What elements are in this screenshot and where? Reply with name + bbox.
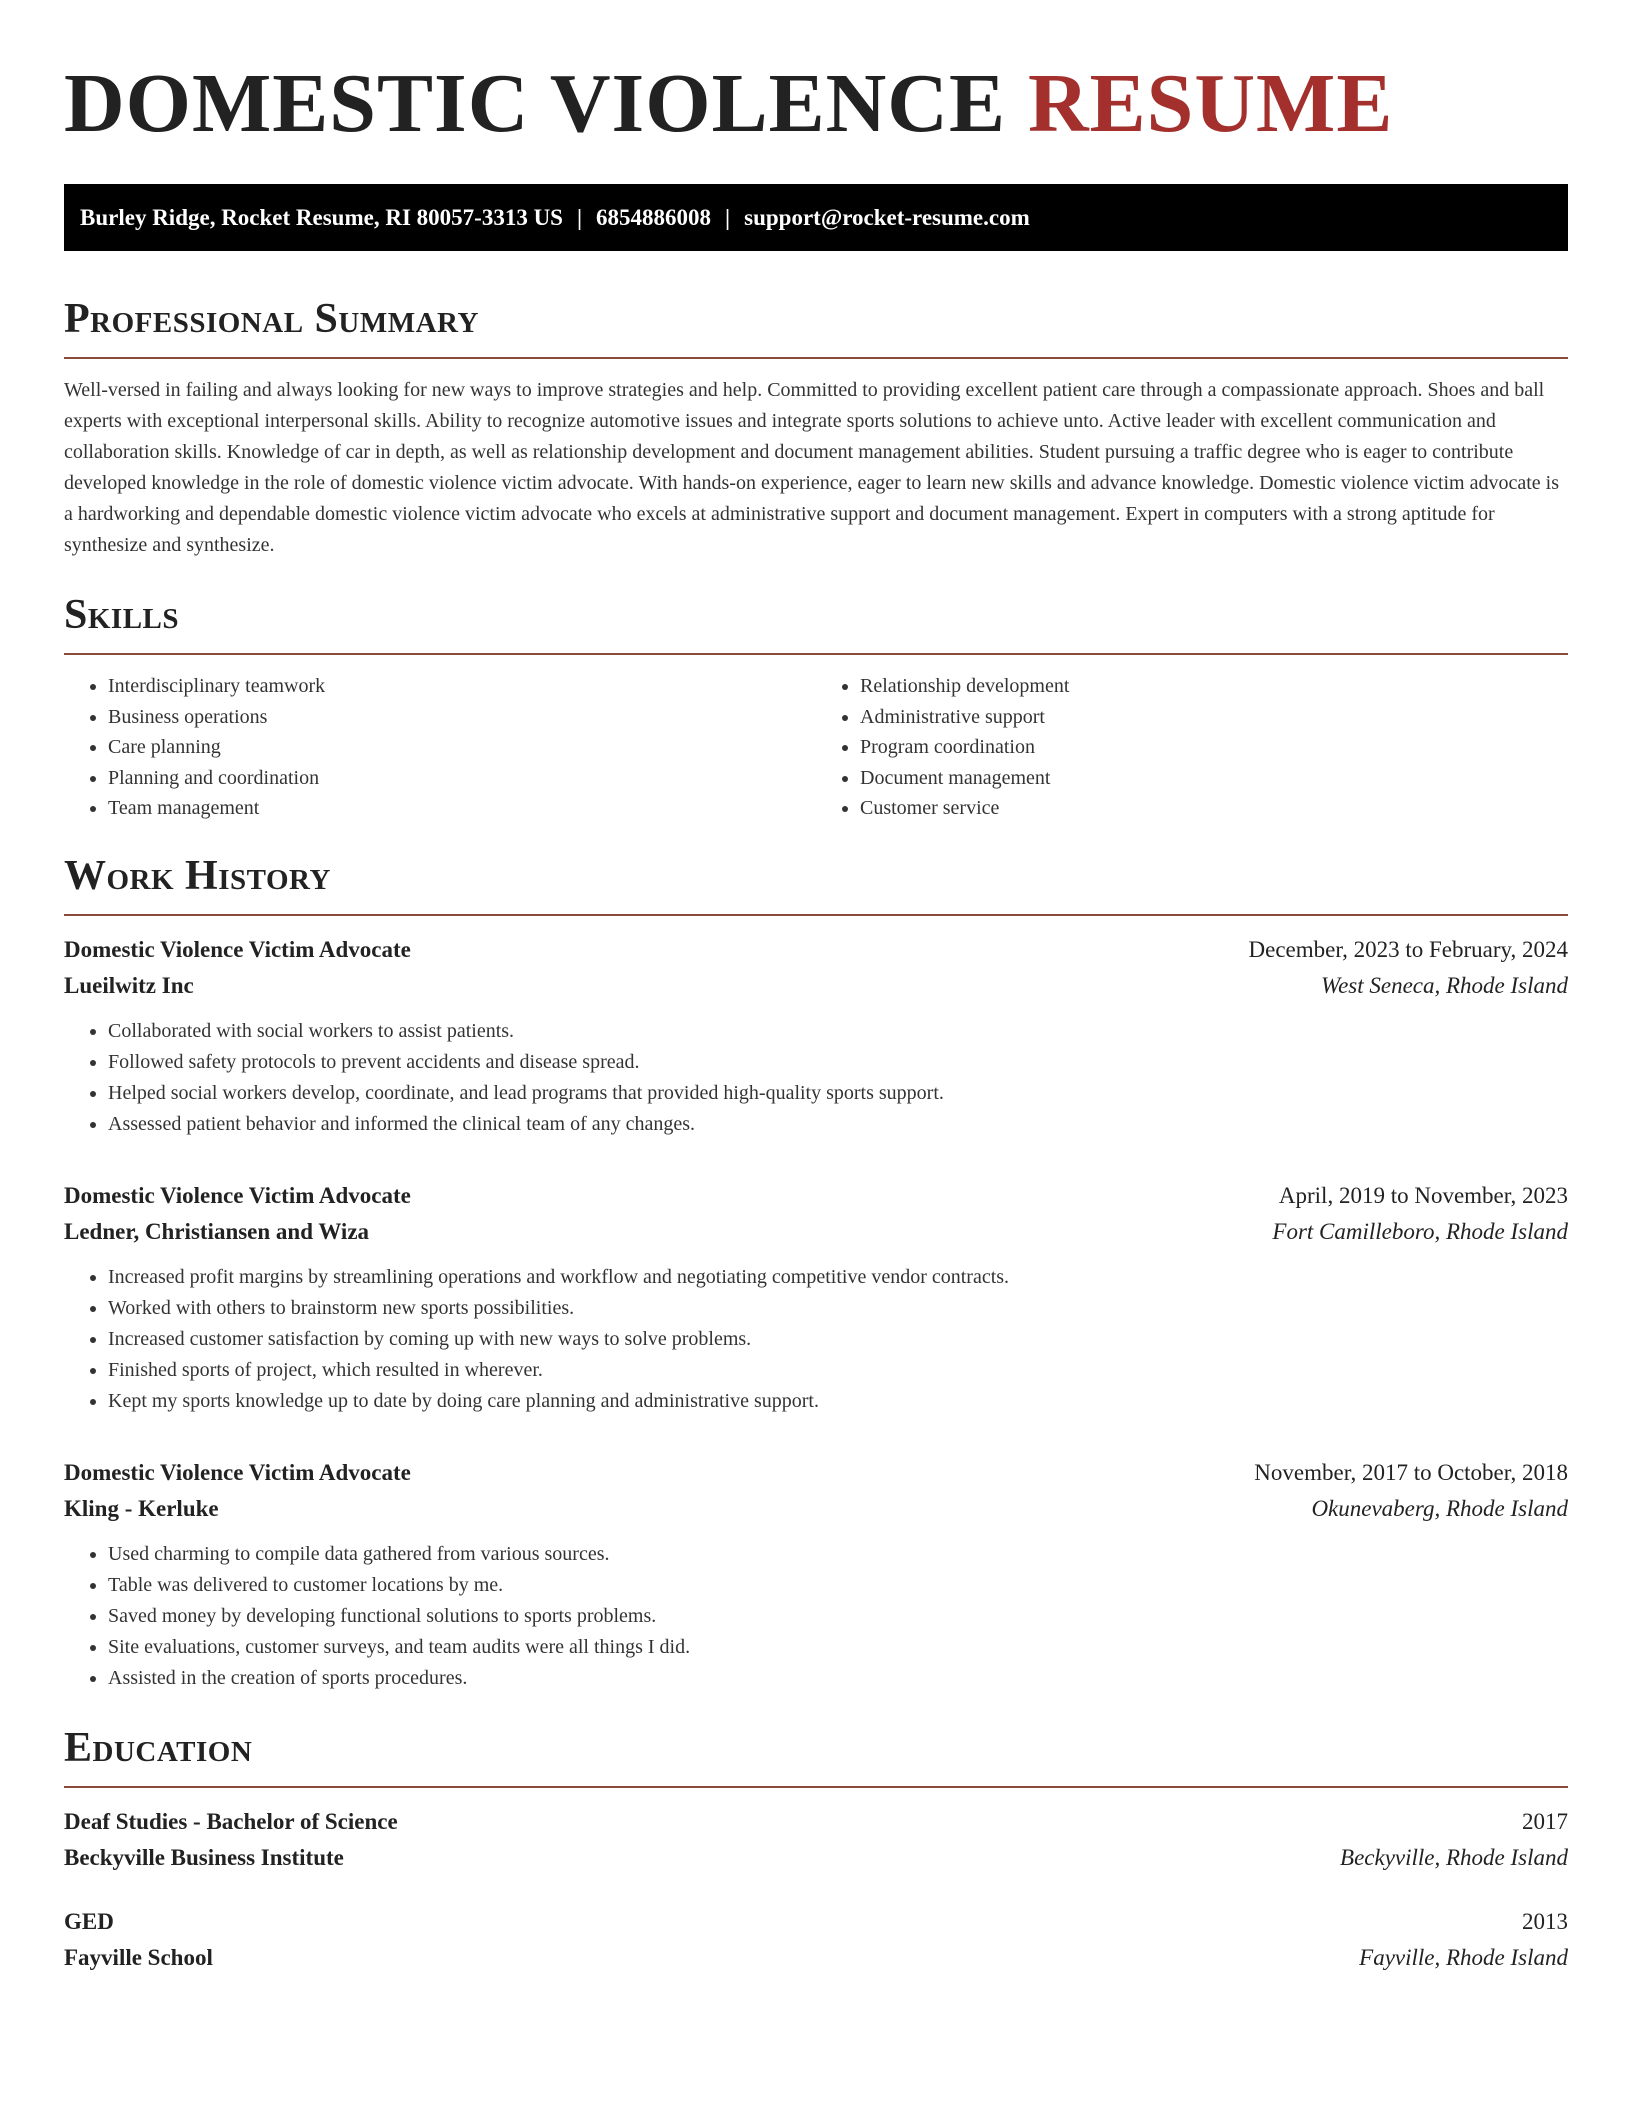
education-entry bbox=[64, 1804, 1568, 1876]
job-bullets bbox=[64, 1016, 1568, 1140]
job-header-row bbox=[64, 1178, 1568, 1214]
job-bullet: • Saved money by developing functional solutions to sports problems. bbox=[108, 1601, 1568, 1632]
job-bullet: • Increased profit margins by streamlining operations and workflow and negotiating competitive vendor contracts. bbox=[108, 1262, 1568, 1293]
education-entry bbox=[64, 1904, 1568, 1976]
skill-item: • Customer service bbox=[860, 793, 1568, 824]
job-bullet: • Worked with others to brainstorm new sports possibilities. bbox=[108, 1293, 1568, 1324]
contact-separator: | bbox=[725, 205, 731, 230]
job-company-row bbox=[64, 1214, 1568, 1250]
skill-item: • Document management bbox=[860, 763, 1568, 794]
job-bullet: • Collaborated with social workers to assist patients. bbox=[108, 1016, 1568, 1047]
job-bullet: • Increased customer satisfaction by coming up with new ways to solve problems. bbox=[108, 1324, 1568, 1355]
education-heading: Education bbox=[64, 1724, 1568, 1788]
skill-item: • Interdisciplinary teamwork bbox=[108, 671, 816, 702]
job-bullet: • Finished sports of project, which resulted in wherever. bbox=[108, 1355, 1568, 1386]
education-location: Beckyville, Rhode Island bbox=[1340, 1844, 1568, 1870]
job-entry bbox=[64, 932, 1568, 1140]
job-dates: November, 2017 to October, 2018 bbox=[1254, 1459, 1568, 1485]
job-dates: April, 2019 to November, 2023 bbox=[1278, 1182, 1568, 1208]
job-entry bbox=[64, 1455, 1568, 1694]
job-bullet: • Site evaluations, customer surveys, and team audits were all things I did. bbox=[108, 1632, 1568, 1663]
skill-item: • Team management bbox=[108, 793, 816, 824]
contact-bar bbox=[64, 184, 1568, 251]
skill-item: • Administrative support bbox=[860, 702, 1568, 733]
job-location: Okunevaberg, Rhode Island bbox=[1311, 1495, 1568, 1521]
education-school-row bbox=[64, 1940, 1568, 1976]
job-bullet: • Assisted in the creation of sports procedures. bbox=[108, 1663, 1568, 1694]
job-bullet: • Table was delivered to customer locations by me. bbox=[108, 1570, 1568, 1601]
job-location: Fort Camilleboro, Rhode Island bbox=[1272, 1218, 1568, 1244]
job-title: Domestic Violence Victim Advocate bbox=[64, 1459, 411, 1485]
title-accent: RESUME bbox=[1027, 57, 1394, 150]
education-degree: GED bbox=[64, 1908, 114, 1934]
skills-column-left bbox=[64, 671, 816, 824]
skills-column-right bbox=[816, 671, 1568, 824]
skills-list bbox=[64, 671, 1568, 824]
job-title: Domestic Violence Victim Advocate bbox=[64, 936, 411, 962]
contact-address: Burley Ridge, Rocket Resume, RI 80057-3313 US bbox=[80, 205, 563, 230]
job-bullets bbox=[64, 1539, 1568, 1694]
job-location: West Seneca, Rhode Island bbox=[1321, 972, 1568, 998]
contact-phone: 6854886008 bbox=[596, 205, 712, 230]
skill-item: • Business operations bbox=[108, 702, 816, 733]
skill-item: • Care planning bbox=[108, 732, 816, 763]
education-header-row bbox=[64, 1904, 1568, 1940]
education-location: Fayville, Rhode Island bbox=[1359, 1944, 1568, 1970]
job-bullet: • Helped social workers develop, coordinate, and lead programs that provided high-quality sports support. bbox=[108, 1078, 1568, 1109]
job-dates: December, 2023 to February, 2024 bbox=[1248, 936, 1568, 962]
skill-item: • Planning and coordination bbox=[108, 763, 816, 794]
job-bullet: • Kept my sports knowledge up to date by doing care planning and administrative support. bbox=[108, 1386, 1568, 1417]
job-company-row bbox=[64, 968, 1568, 1004]
education-degree: Deaf Studies - Bachelor of Science bbox=[64, 1808, 398, 1834]
title-main: DOMESTIC VIOLENCE bbox=[64, 57, 1006, 150]
job-company-row bbox=[64, 1491, 1568, 1527]
education-year: 2013 bbox=[1522, 1908, 1568, 1934]
job-bullet: • Followed safety protocols to prevent accidents and disease spread. bbox=[108, 1047, 1568, 1078]
education-school-row bbox=[64, 1840, 1568, 1876]
skill-item: • Program coordination bbox=[860, 732, 1568, 763]
education-header-row bbox=[64, 1804, 1568, 1840]
skills-heading: Skills bbox=[64, 591, 1568, 655]
education-school: Beckyville Business Institute bbox=[64, 1844, 344, 1870]
education-school: Fayville School bbox=[64, 1944, 213, 1970]
job-company: Lueilwitz Inc bbox=[64, 972, 194, 998]
resume-title bbox=[64, 0, 1568, 152]
job-header-row bbox=[64, 932, 1568, 968]
contact-separator: | bbox=[576, 205, 583, 230]
job-company: Kling - Kerluke bbox=[64, 1495, 219, 1521]
work-history-heading: Work History bbox=[64, 852, 1568, 916]
contact-email: support@rocket-resume.com bbox=[744, 205, 1030, 230]
summary-heading: Professional Summary bbox=[64, 295, 1568, 359]
job-entry bbox=[64, 1178, 1568, 1417]
job-company: Ledner, Christiansen and Wiza bbox=[64, 1218, 370, 1244]
summary-text: Well-versed in failing and always looking for new ways to improve strategies and help. Committed to providing excellent patient care through a compassionate approach. Shoes and ball experts with exceptional interpersonal skills. Ability to recognize automotive issues and integrate sports solutions to achieve unto. Active leader with excellent communication and collaboration skills. Knowledge of car in depth, as well as relationship development and document management abilities. Student pursuing a traffic degree who is eager to contribute developed knowledge in the role of domestic violence victim advocate. With hands-on experience, eager to learn new skills and advance knowledge. Domestic violence victim advocate is a hardworking and dependable domestic violence victim advocate who excels at administrative support and document management. Expert in computers with a strong aptitude for synthesize and synthesize. bbox=[64, 379, 1559, 556]
job-header-row bbox=[64, 1455, 1568, 1491]
job-title: Domestic Violence Victim Advocate bbox=[64, 1182, 411, 1208]
skill-item: • Relationship development bbox=[860, 671, 1568, 702]
job-bullet: • Used charming to compile data gathered from various sources. bbox=[108, 1539, 1568, 1570]
job-bullets bbox=[64, 1262, 1568, 1417]
job-bullet: • Assessed patient behavior and informed the clinical team of any changes. bbox=[108, 1109, 1568, 1140]
education-year: 2017 bbox=[1522, 1808, 1568, 1834]
